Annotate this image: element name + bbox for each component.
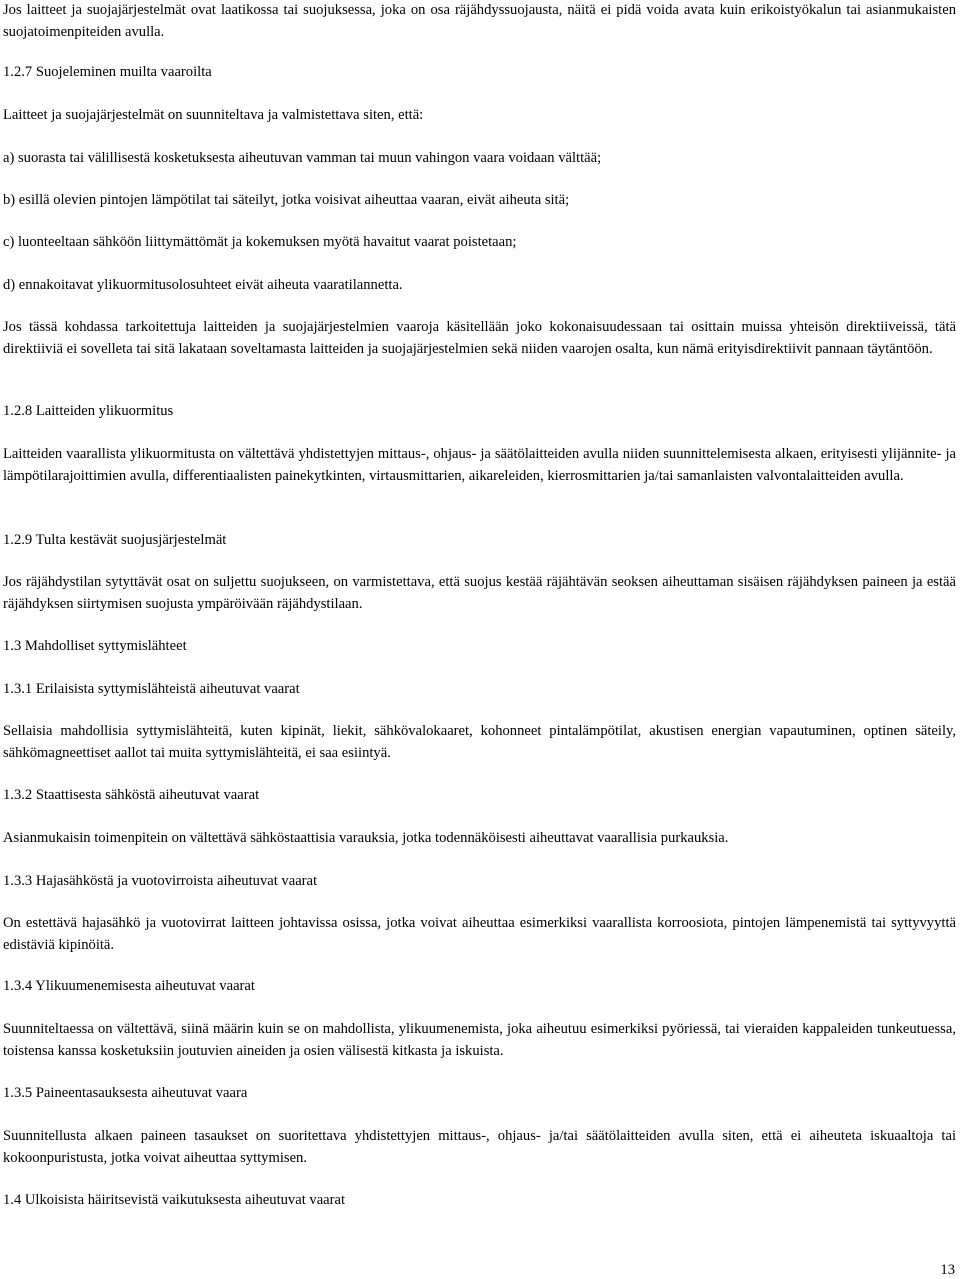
- paragraph-pressure-compensation: Suunnitellusta alkaen paineen tasaukset on suoritettava yhdistettyjen mittaus-, ohjaus- ja/tai säätölaitteiden avulla siten, että ei aiheuteta iskuaaltoja tai kokoonpuristusta, jotka voivat aiheuttaa syttymisen.: [3, 1128, 956, 1166]
- list-item-c: c) luonteeltaan sähköön liittymättömät ja kokemuksen myötä havaitut vaarat poistetaan;: [3, 234, 517, 250]
- heading-1-3-4: 1.3.4 Ylikuumenemisesta aiheutuvat vaarat: [3, 978, 255, 994]
- heading-1-4: 1.4 Ulkoisista häiritsevistä vaikutuksesta aiheutuvat vaarat: [3, 1192, 346, 1208]
- paragraph-stray-currents: On estettävä hajasähkö ja vuotovirrat laitteen johtavissa osissa, jotka voivat aiheuttaa esimerkiksi vaarallista korroosiota, pintojen lämpenemistä tai syttyvyyttä edistäviä kipinöitä.: [3, 915, 956, 953]
- heading-1-2-9: 1.2.9 Tulta kestävät suojusjärjestelmät: [3, 532, 227, 548]
- heading-1-3-1: 1.3.1 Erilaisista syttymislähteistä aiheutuvat vaarat: [3, 681, 300, 697]
- heading-1-3: 1.3 Mahdolliset syttymislähteet: [3, 638, 187, 654]
- paragraph-ignition-sources: Sellaisia mahdollisia syttymislähteitä, kuten kipinät, liekit, sähkövalokaaret, kohonneet pintalämpötilat, akustisen energian vapautuminen, optinen säteily, sähkömagneettiset aallot tai muita syttymislähteitä, ei saa esiintyä.: [3, 723, 956, 761]
- paragraph-other-directives: Jos tässä kohdassa tarkoitettuja laitteiden ja suojajärjestelmien vaaroja käsitellään joko kokonaisuudessaan tai osittain muissa yhteisön direktiiveissä, tätä direktiiviä ei sovelleta tai sitä lakataan soveltamasta laitteiden ja suojajärjestelmien sekä niiden vaarojen osalta, kun nämä erityisdirektiivit pannaan täytäntöön.: [3, 319, 956, 357]
- list-item-a: a) suorasta tai välillisestä kosketuksesta aiheutuvan vamman tai muun vahingon vaara voidaan välttää;: [3, 150, 602, 166]
- paragraph-static-electricity: Asianmukaisin toimenpitein on vältettävä sähköstaattisia varauksia, jotka todennäköisesti aiheuttavat vaarallisia purkauksia.: [3, 830, 729, 846]
- paragraph-design-requirements-intro: Laitteet ja suojajärjestelmät on suunniteltava ja valmistettava siten, että:: [3, 107, 424, 123]
- document-page: [3, 0, 956, 1277]
- paragraph-overload: Laitteiden vaarallista ylikuormitusta on vältettävä yhdistettyjen mittaus-, ohjaus- ja säätölaitteiden avulla niiden suunnittelemisesta alkaen, erityisesti ylijännite- ja lämpötilarajoittimien avulla, differentiaalisten painekytkinten, virtausmittarien, aikareleiden, kierrosmittarien ja/tai samanlaisten valvontalaitteiden avulla.: [3, 446, 956, 484]
- heading-1-2-8: 1.2.8 Laitteiden ylikuormitus: [3, 403, 174, 419]
- paragraph-overheating: Suunniteltaessa on vältettävä, siinä määrin kuin se on mahdollista, ylikuumenemista, joka aiheutuu esimerkiksi pyöriessä, tai vieraiden kappaleiden tunkeutuessa, toistensa kanssa kosketuksiin joutuvien aineiden ja osien välisestä kitkasta ja iskuista.: [3, 1021, 956, 1059]
- heading-1-2-7: 1.2.7 Suojeleminen muilta vaaroilta: [3, 64, 212, 80]
- list-item-b: b) esillä olevien pintojen lämpötilat tai säteilyt, jotka voisivat aiheuttaa vaaran, eivät aiheuta sitä;: [3, 192, 570, 208]
- heading-1-3-2: 1.3.2 Staattisesta sähköstä aiheutuvat vaarat: [3, 787, 260, 803]
- heading-1-3-5: 1.3.5 Paineentasauksesta aiheutuvat vaara: [3, 1085, 248, 1101]
- heading-1-3-3: 1.3.3 Hajasähköstä ja vuotovirroista aiheutuvat vaarat: [3, 873, 318, 889]
- page-number: 13: [940, 1262, 955, 1278]
- paragraph-flameproof-enclosure: Jos räjähdystilan sytyttävät osat on suljettu suojukseen, on varmistettava, että suojus kestää räjähtävän seoksen aiheuttaman sisäisen räjähdyksen paineen ja estää räjähdyksen siirtymisen suojusta ympäröivään räjähdystilaan.: [3, 574, 956, 612]
- list-item-d: d) ennakoitavat ylikuormitusolosuhteet eivät aiheuta vaaratilannetta.: [3, 277, 403, 293]
- paragraph-enclosure-opening: Jos laitteet ja suojajärjestelmät ovat laatikossa tai suojuksessa, joka on osa räjähdyssuojausta, näitä ei pidä voida avata kuin erikoistyökalun tai asianmukaisten suojatoimenpiteiden avulla.: [3, 2, 956, 40]
